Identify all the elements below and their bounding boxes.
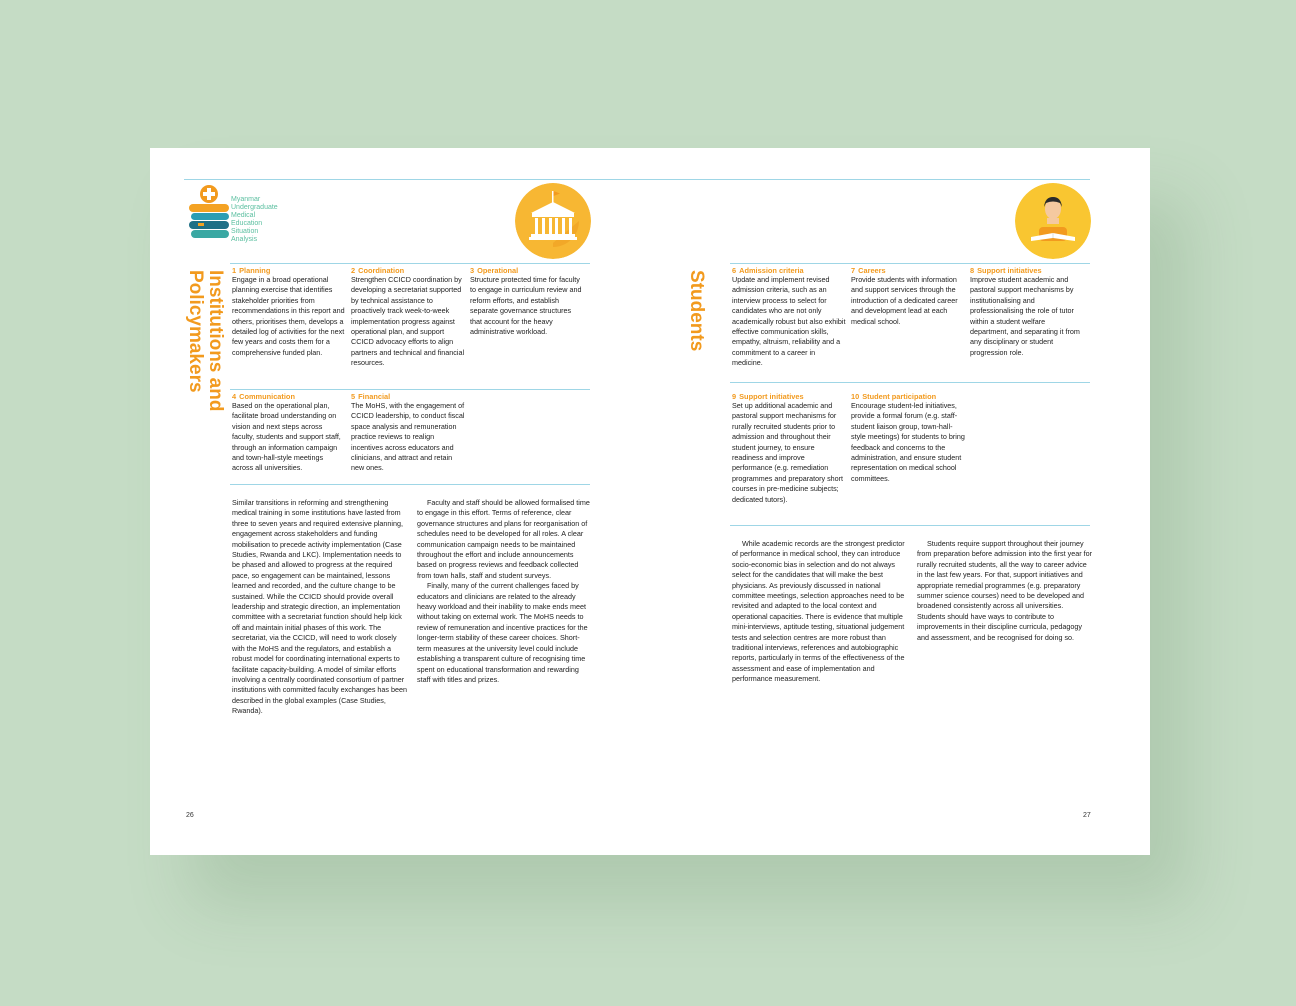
box-heading xyxy=(470,266,584,275)
student-reading-icon xyxy=(1015,183,1091,259)
box-title: Support initiatives xyxy=(977,266,1042,275)
body-column xyxy=(917,539,1092,643)
body-paragraph: While academic records are the strongest predictor of performance in medical school, they can introduce socio-economic bias in selection and do not always select for the candidates that will make the best physicians. As previously discussed in national committee meetings, selection approaches need to be revisited and adapted to the local context and operational capacities. There is evidence that multiple mini-interviews, aptitude testing, situational judgement tests and selection centres are more robust than traditional interviews, references and autobiographic reports, particularly in terms of the effectiveness of the assessment and ease of implementation and performance measurement. xyxy=(732,539,905,684)
recommendation-box xyxy=(351,266,465,369)
box-title: Careers xyxy=(858,266,886,275)
logo-line: Medical xyxy=(231,212,256,219)
box-heading xyxy=(732,266,846,275)
box-title: Planning xyxy=(239,266,271,275)
box-heading xyxy=(851,392,965,401)
recommendation-box xyxy=(470,266,584,337)
box-text: Provide students with information and support services through the introduction of a dedicated career and development lead at each medical school. xyxy=(851,275,958,326)
university-building-icon xyxy=(515,183,591,259)
box-number: 8 xyxy=(970,266,975,275)
box-number: 3 xyxy=(470,266,475,275)
box-text: Strengthen CCICD coordination by developing a secretariat supported by technical assistance to proactively track week-to-week implementation progress against operational plan, and support CCICD advocacy efforts to align partners and technical and financial resources. xyxy=(351,275,465,368)
top-rule xyxy=(650,179,1090,180)
rule xyxy=(230,389,590,390)
page-number: 27 xyxy=(1083,812,1091,819)
box-text: Engage in a broad operational planning exercise that identifies stakeholder priorities from recommendations in this report and others, prioritises them, develops a detailed log of activities for the next few years and costs them for a comprehensive funded plan. xyxy=(232,275,345,357)
logo-line: Analysis xyxy=(231,236,258,243)
box-text: Based on the operational plan, facilitate broad understanding on vision and next steps across faculty, students and support staff, through an information campaign and town-hall-style meetings across all universities. xyxy=(232,401,341,473)
logo-line: Education xyxy=(231,220,263,227)
box-heading xyxy=(851,266,965,275)
document-spread xyxy=(150,148,1150,855)
box-number: 9 xyxy=(732,392,737,401)
recommendation-box xyxy=(351,392,465,474)
section-title-line: Students xyxy=(686,270,707,352)
box-title: Support initiatives xyxy=(739,392,804,401)
box-heading xyxy=(232,392,346,401)
box-title: Student participation xyxy=(862,392,937,401)
rule xyxy=(730,525,1090,526)
body-column xyxy=(417,498,592,685)
recommendation-box xyxy=(232,392,346,474)
box-heading xyxy=(232,266,346,275)
recommendation-box xyxy=(851,392,965,484)
top-rule xyxy=(184,179,650,180)
box-title: Operational xyxy=(477,266,519,275)
body-paragraph: Finally, many of the current challenges faced by educators and clinicians are related to the already heavy workload and their inability to make ends meet without taking on external work. The MoHS needs to review of remuneration and incentive practices for the longer-term stability of these career choices. Short-term measures at the university level could include establishing a transparent culture of recognising time spent on educational transformation and rewarding staff with titles and prizes. xyxy=(417,581,588,684)
body-column xyxy=(732,539,907,685)
box-number: 4 xyxy=(232,392,237,401)
logo-text xyxy=(231,196,301,244)
right-page xyxy=(650,148,1150,855)
box-title: Coordination xyxy=(358,266,405,275)
body-paragraph: Faculty and staff should be allowed formalised time to engage in this effort. Terms of reference, clear governance structures and plans for reorganisation of schedules need to be developed for all roles. A clear communication campaign needs to be maintained throughout the effort and include announcements based on progress reviews and feedback collected from town halls, staff and student surveys. xyxy=(417,498,590,580)
body-paragraph: Similar transitions in reforming and strengthening medical training in some institutions have lasted from three to seven years and required extensive planning, engagement across stakeholders and funding mobilisation to precede activity implementation (Case Studies, Rwanda and LKC). Implementation needs to be phased and allowed to progress at the required pace, so engagement can be maintained, lessons learned and recorded, and the culture change to be sustained. While the CCICD should provide overall leadership and strategic direction, an implementation committee with a secretariat function should help kick off and maintain initial phases of this work. The secretariat, via the CCICD, will need to work closely with the MoHS and the regulators, and establish a robust model for coordinating international experts to facilitate capacity-building. A model of similar efforts involving a centrally coordinated consortium of partner institutions with committed faculty exchanges has been described in the global examples (Case Studies, Rwanda). xyxy=(232,498,407,716)
box-number: 7 xyxy=(851,266,856,275)
box-number: 1 xyxy=(232,266,237,275)
logo-line: Myanmar xyxy=(231,196,261,203)
box-heading xyxy=(732,392,846,401)
box-text: Encourage student-led initiatives, provide a formal forum (e.g. staff-student liaison group, town-hall-style meetings) for students to bring feedback and concerns to the administration, and ensure student representation on medical school committees. xyxy=(851,401,965,483)
rule xyxy=(730,263,1090,264)
recommendation-box xyxy=(232,266,346,358)
recommendation-box xyxy=(732,392,846,505)
rule xyxy=(730,382,1090,383)
box-title: Financial xyxy=(358,392,391,401)
box-text: Structure protected time for faculty to engage in curriculum review and reform efforts, and establish separate governance structures that account for the heavy administrative workload. xyxy=(470,275,582,337)
box-number: 2 xyxy=(351,266,356,275)
box-number: 10 xyxy=(851,392,860,401)
rule xyxy=(230,484,590,485)
section-title-line: Policymakers xyxy=(185,270,206,393)
page-number: 26 xyxy=(186,812,194,819)
box-number: 6 xyxy=(732,266,737,275)
box-title: Admission criteria xyxy=(739,266,804,275)
logo-line: Undergraduate xyxy=(231,204,278,211)
logo-line: Situation xyxy=(231,228,259,235)
section-title-line: Institutions and xyxy=(205,270,226,412)
box-heading xyxy=(351,392,465,401)
box-text: The MoHS, with the engagement of CCICD leadership, to conduct fiscal space analysis and remuneration practice reviews to realign incentives across educators and clinicians, and attract and retain new ones. xyxy=(351,401,465,473)
left-page xyxy=(150,148,650,855)
body-column xyxy=(232,498,407,717)
box-heading xyxy=(351,266,465,275)
body-paragraph: Students require support throughout their journey from preparation before admission into the first year for rurally recruited students, all the way to career advice in the last few years. For that, support initiatives and appropriate remedial programmes (e.g. preparatory summer science courses) need to be developed and broadened consistently across all universities. Students should have ways to contribute to improvements in their discipline curricula, pedagogy and assessment, and be recognised for doing so. xyxy=(917,539,1092,642)
box-heading xyxy=(970,266,1084,275)
box-text: Set up additional academic and pastoral support mechanisms for rurally recruited students prior to admission and throughout their student journey, to ensure readiness and improve performance (e.g. remediation programmes and preparatory short courses in pre-medicine subjects; dedicated tutors). xyxy=(732,401,844,504)
box-number: 5 xyxy=(351,392,356,401)
box-text: Update and implement revised admission criteria, such as an interview process to select for candidates who are not only academically robust but also exhibit effective communication skills, empathy, altruism, reliability and a commitment to a career in medicine. xyxy=(732,275,846,368)
recommendation-box xyxy=(970,266,1084,358)
box-text: Improve student academic and pastoral support mechanisms by institutionalising and professionalising the role of tutor within a student welfare department, and separating it from any disciplinary or student progression role. xyxy=(970,275,1080,357)
section-title xyxy=(185,270,225,411)
recommendation-box xyxy=(851,266,965,327)
rule xyxy=(230,263,590,264)
section-title xyxy=(686,270,706,351)
recommendation-box xyxy=(732,266,846,369)
box-title: Communication xyxy=(239,392,295,401)
